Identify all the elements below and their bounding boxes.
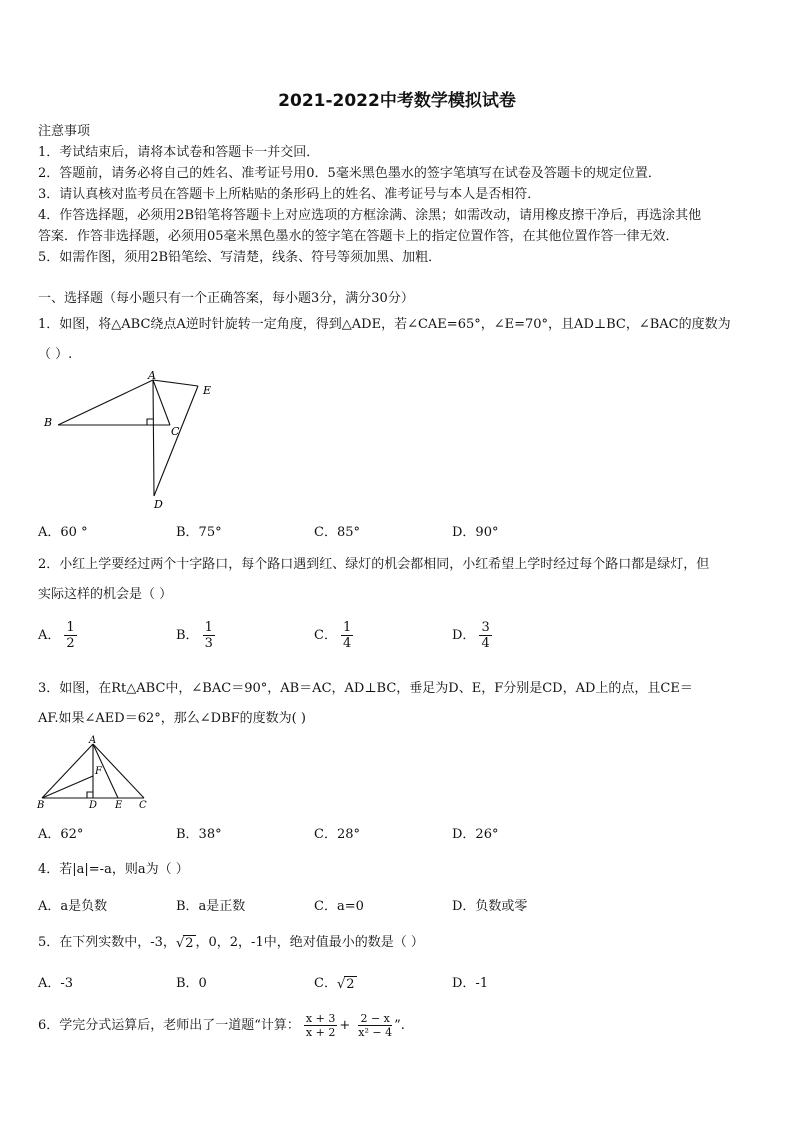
q1-option-d[interactable]: D．90° xyxy=(452,525,499,540)
q1-option-c[interactable]: C．85° xyxy=(314,525,360,540)
q3-text-line1: 3．如图，在Rt△ABC中，∠BAC＝90°，AB＝AC，AD⊥BC，垂足为D、E，F分别是CD，AD上的点，且CE＝ xyxy=(38,681,693,696)
q2-option-b[interactable] xyxy=(176,620,215,651)
q3-label-e: E xyxy=(115,800,123,810)
q2-option-c[interactable] xyxy=(314,620,353,651)
q6-plus: + xyxy=(339,1018,351,1033)
page-title: 2021-2022中考数学模拟试卷 xyxy=(278,91,516,111)
q2-option-d-num: 3 xyxy=(481,620,490,635)
q6-text-part1: 6．学完分式运算后，老师出了一道题“计算： xyxy=(38,1018,300,1033)
q2-option-a-den: 2 xyxy=(66,636,75,651)
q5-option-d[interactable]: D．-1 xyxy=(452,976,489,991)
q5-sqrt-radicand: 2 xyxy=(185,935,194,951)
q5-option-c-sqrt: √2 xyxy=(336,976,355,992)
q3-label-f: F xyxy=(95,766,102,777)
q3-label-c: C xyxy=(139,800,147,810)
q2-option-d-letter: D． xyxy=(452,628,476,643)
q1-text-line2: （ ）. xyxy=(38,347,73,362)
q2-option-d-den: 4 xyxy=(481,636,490,651)
q6-text xyxy=(38,1012,405,1039)
q3-option-d[interactable]: D．26° xyxy=(452,827,499,842)
q2-option-a[interactable] xyxy=(38,620,77,651)
q4-option-b[interactable]: B．a是正数 xyxy=(176,899,246,914)
section-heading: 一、选择题（每小题只有一个正确答案，每小题3分，满分30分） xyxy=(38,291,414,306)
q6-fraction-2-den: x² − 4 xyxy=(358,1026,393,1039)
q3-figure xyxy=(36,734,156,810)
notice-item-2: 2．答题前，请务必将自己的姓名、准考证号用0．5毫米黑色墨水的签字笔填写在试卷及答题卡的规定位置． xyxy=(38,166,661,181)
q2-text-line1: 2．小红上学要经过两个十字路口，每个路口遇到红、绿灯的机会都相同，小红希望上学时经过每个路口都是绿灯，但 xyxy=(38,557,710,572)
q5-text-part1: 5．在下列实数中，-3， xyxy=(38,935,176,950)
q2-option-a-fraction xyxy=(64,620,76,651)
q1-label-d: D xyxy=(154,498,163,511)
q1-option-b[interactable]: B．75° xyxy=(176,525,222,540)
q2-option-b-den: 3 xyxy=(204,636,213,651)
q2-option-a-num: 1 xyxy=(66,620,75,635)
q3-option-b[interactable]: B．38° xyxy=(176,827,222,842)
q6-fraction-1 xyxy=(304,1012,337,1039)
q2-text-line2: 实际这样的机会是（ ） xyxy=(38,587,173,602)
q3-option-c[interactable]: C．28° xyxy=(314,827,360,842)
q1-label-c: C xyxy=(171,425,180,438)
q1-label-b: B xyxy=(44,416,53,429)
q2-option-c-num: 1 xyxy=(342,620,352,635)
q6-fraction-1-den: x + 2 xyxy=(305,1026,336,1039)
q1-label-a: A xyxy=(148,369,156,382)
q4-text: 4．若|a|=-a，则a为（ ） xyxy=(38,862,189,877)
q3-label-a: A xyxy=(89,735,97,746)
q3-label-b: B xyxy=(37,800,45,810)
q4-option-d[interactable]: D．负数或零 xyxy=(452,899,528,914)
q5-text-part2: ，0，2，-1中，绝对值最小的数是（ ） xyxy=(195,935,424,950)
q5-text xyxy=(38,931,424,951)
q6-text-part2: ”. xyxy=(394,1018,405,1033)
q2-option-b-fraction xyxy=(203,620,215,651)
q5-option-c[interactable] xyxy=(314,972,357,992)
q6-fraction-2-num: 2 − x xyxy=(360,1012,390,1025)
q5-option-b[interactable]: B．0 xyxy=(176,976,207,991)
notice-item-5: 5．如需作图，须用2B铅笔绘、写清楚，线条、符号等须加黑、加粗． xyxy=(38,250,442,265)
q4-option-a[interactable]: A．a是负数 xyxy=(38,899,108,914)
q5-option-c-letter: C． xyxy=(314,976,337,991)
notice-item-3: 3．请认真核对监考员在答题卡上所粘贴的条形码上的姓名、准考证号与本人是否相符． xyxy=(38,187,541,202)
q2-option-b-num: 1 xyxy=(204,620,213,635)
q2-option-a-letter: A． xyxy=(38,628,61,643)
q2-option-c-letter: C． xyxy=(314,628,337,643)
q2-option-d[interactable] xyxy=(452,620,492,651)
notice-item-1: 1．考试结束后，请将本试卷和答题卡一并交回． xyxy=(38,145,320,160)
q6-fraction-1-num: x + 3 xyxy=(305,1012,336,1025)
q1-figure xyxy=(38,368,228,513)
q6-fraction-2 xyxy=(356,1012,394,1039)
q4-option-c[interactable]: C．a=0 xyxy=(314,899,364,914)
q1-label-e: E xyxy=(203,384,212,397)
q5-option-c-radicand: 2 xyxy=(346,976,355,992)
notice-item-4: 4．作答选择题，必须用2B铅笔将答题卡上对应选项的方框涂满、涂黑；如需改动，请用橡皮擦干净后，再选涂其他 xyxy=(38,208,702,223)
q2-option-b-letter: B． xyxy=(176,628,199,643)
q5-option-a[interactable]: A．-3 xyxy=(38,976,74,991)
notice-heading: 注意事项 xyxy=(38,124,91,139)
q1-text-line1: 1．如图，将△ABC绕点A逆时针旋转一定角度，得到△ADE，若∠CAE=65°，∠E=70°，且AD⊥BC，∠BAC的度数为 xyxy=(38,317,731,332)
q3-label-d: D xyxy=(89,800,98,810)
q2-option-d-fraction xyxy=(479,620,491,651)
q1-option-a[interactable]: A．60 ° xyxy=(38,525,88,540)
q3-text-line2: AF.如果∠AED＝62°，那么∠DBF的度数为( ) xyxy=(38,711,306,726)
q5-sqrt: √2 xyxy=(175,935,194,951)
q2-option-c-fraction xyxy=(341,620,353,651)
q3-option-a[interactable]: A．62° xyxy=(38,827,84,842)
q2-option-c-den: 4 xyxy=(342,636,352,651)
notice-item-4-cont: 答案．作答非选择题，必须用05毫米黑色墨水的签字笔在答题卡上的指定位置作答，在其他位置作答一律无效． xyxy=(38,229,679,244)
